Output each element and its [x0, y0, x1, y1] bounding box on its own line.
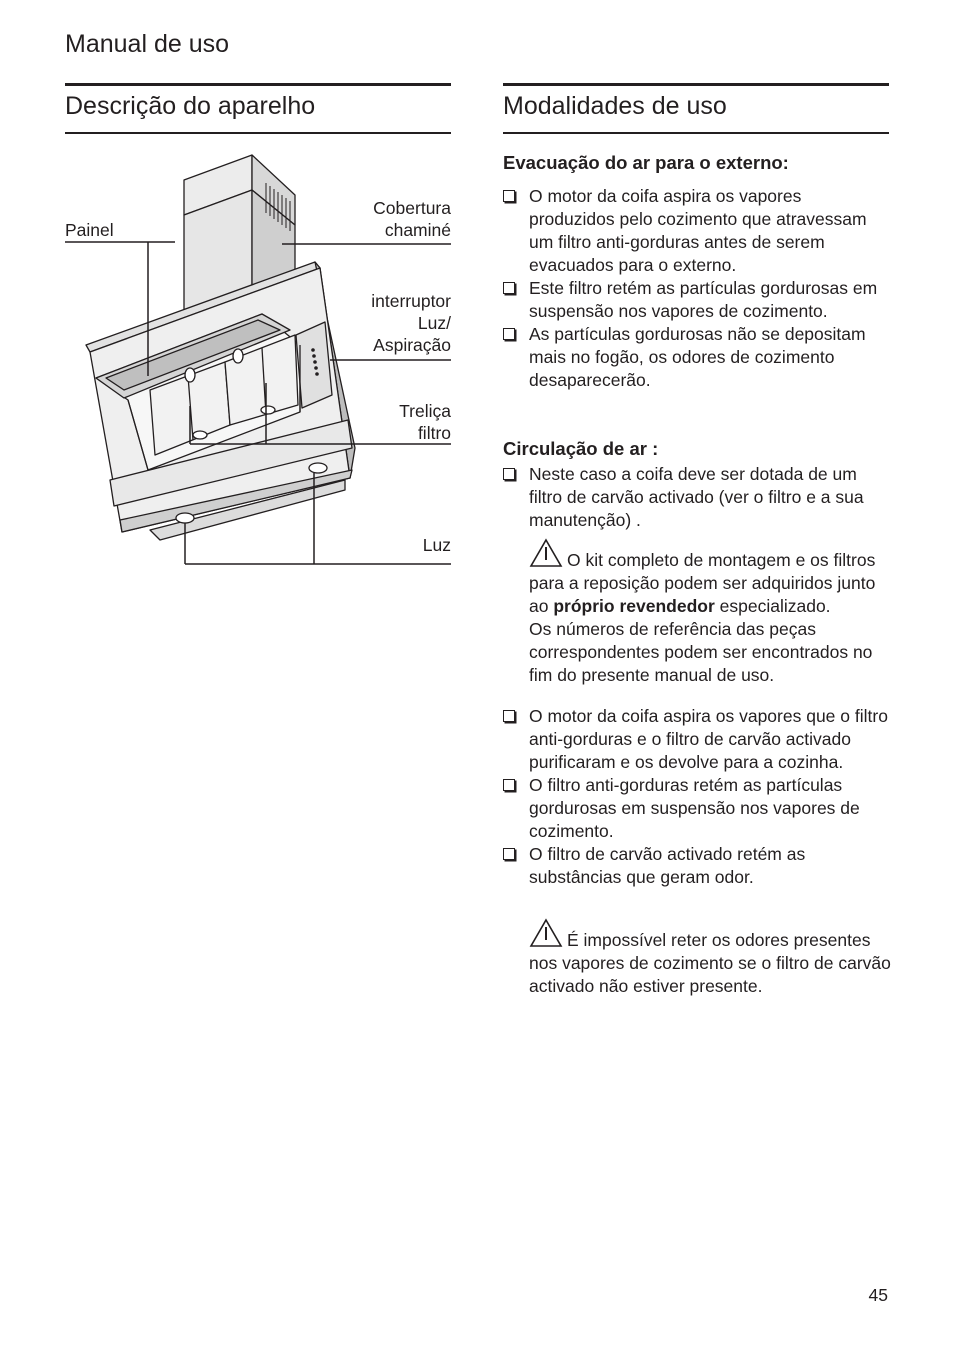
usage-modes-title: Modalidades de uso	[503, 92, 727, 120]
air-circulation-list-1	[503, 463, 889, 532]
right-bottom-rule	[503, 132, 889, 134]
label-interruptor-line1: interruptor	[371, 291, 451, 311]
air-circulation-heading: Circulação de ar :	[503, 438, 659, 459]
warning-triangle-icon	[529, 538, 563, 568]
left-bottom-rule	[65, 132, 451, 134]
label-interruptor-line2: Luz/	[417, 313, 451, 333]
external-exhaust-heading: Evacuação do ar para o externo:	[503, 152, 789, 173]
checkbox-bullet-icon	[503, 848, 515, 860]
list-item: O filtro de carvão activado retém as substâncias que geram odor.	[503, 843, 889, 889]
warning-note-kit: O kit completo de montagem e os filtros para a reposição podem ser adquiridos junto ao próprio revendedor especializado. Os números de referência das peças correspondentes podem ser encontrados no fim do presente manual de uso.	[529, 538, 891, 687]
air-circulation-list-2	[503, 705, 889, 889]
checkbox-bullet-icon	[503, 710, 515, 722]
label-cobertura-line2: chaminé	[384, 220, 451, 240]
list-item: O filtro anti-gorduras retém as partículas gordurosas em suspensão nos vapores de cozimento.	[503, 774, 889, 843]
label-interruptor-line3: Aspiração	[373, 335, 451, 355]
label-trelica-line1: Treliça	[399, 401, 451, 421]
page-number: 45	[868, 1285, 888, 1305]
label-trelica-line2: filtro	[417, 423, 451, 443]
list-item: Neste caso a coifa deve ser dotada de um filtro de carvão activado (ver o filtro e a sua manutenção) .	[503, 463, 889, 532]
warning-triangle-icon	[529, 918, 563, 948]
left-top-rule	[65, 83, 451, 86]
checkbox-bullet-icon	[503, 282, 515, 294]
manual-title: Manual de uso	[65, 30, 230, 58]
list-item: O motor da coifa aspira os vapores que o filtro anti-gorduras e o filtro de carvão activado purificaram e os devolve para a cozinha.	[503, 705, 889, 774]
checkbox-bullet-icon	[503, 468, 515, 480]
label-painel: Painel	[65, 220, 114, 240]
warning-note-odors: É impossível reter os odores presentes nos vapores de cozimento se o filtro de carvão activado não estiver presente.	[529, 918, 891, 998]
label-luz: Luz	[422, 535, 451, 555]
list-item: As partículas gordurosas não se depositam mais no fogão, os odores de cozimento desaparecerão.	[503, 323, 889, 392]
external-exhaust-list	[503, 185, 889, 392]
list-item: Este filtro retém as partículas gordurosas em suspensão nos vapores de cozimento.	[503, 277, 889, 323]
checkbox-bullet-icon	[503, 779, 515, 791]
checkbox-bullet-icon	[503, 328, 515, 340]
list-item: O motor da coifa aspira os vapores produzidos pelo cozimento que atravessam um filtro anti-gorduras antes de serem evacuados para o externo.	[503, 185, 889, 277]
checkbox-bullet-icon	[503, 190, 515, 202]
right-top-rule	[503, 83, 889, 86]
device-description-title: Descrição do aparelho	[65, 92, 316, 120]
label-cobertura-line1: Cobertura	[373, 198, 451, 218]
